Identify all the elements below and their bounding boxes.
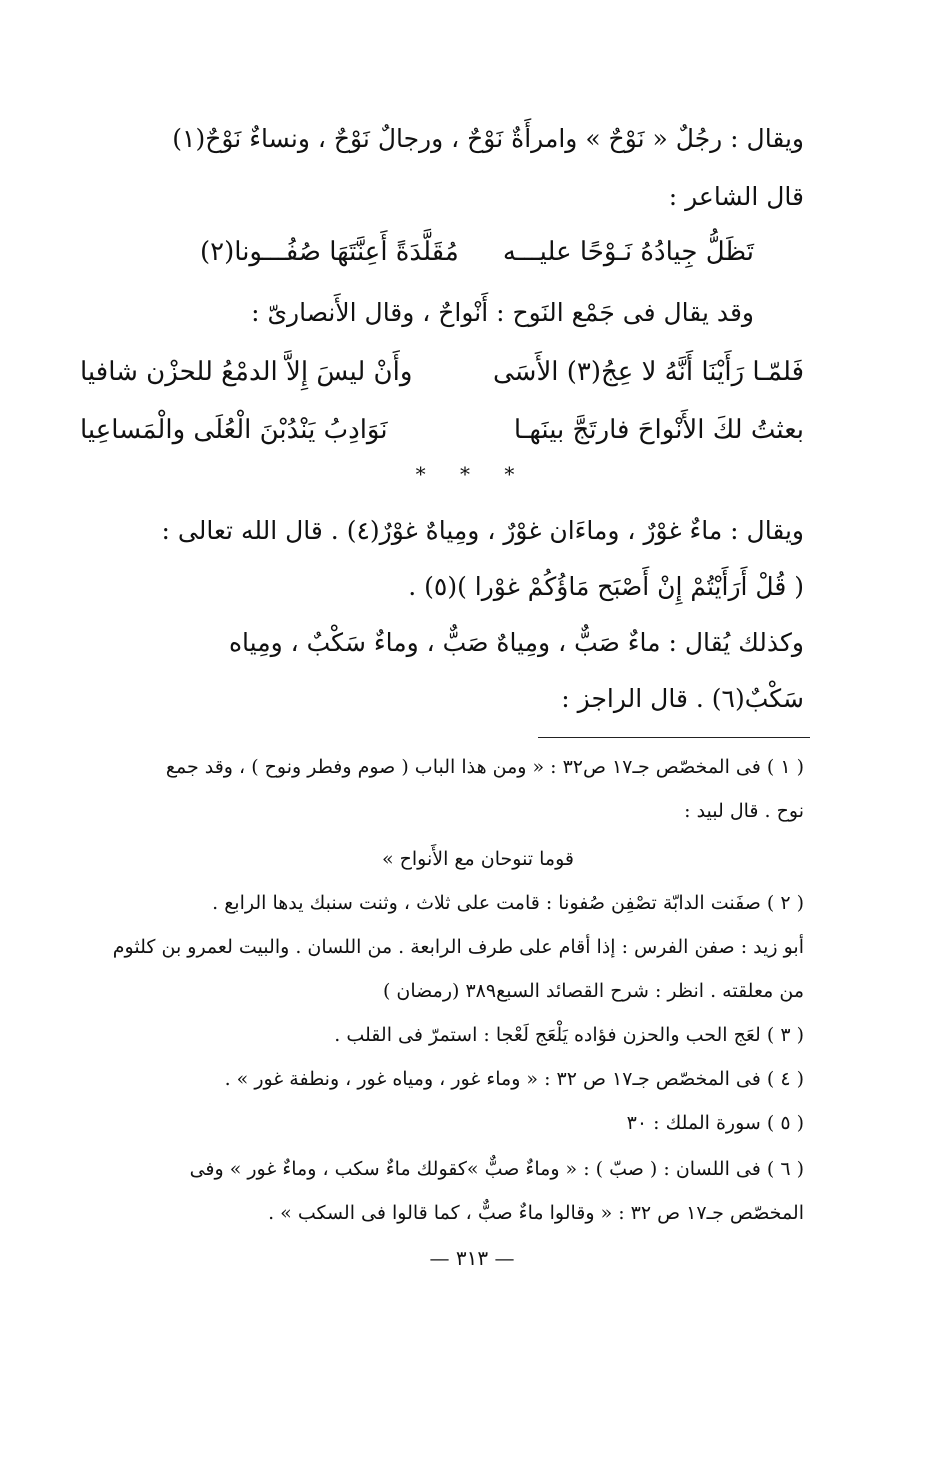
text-line-7: سَكْبٌ(٦) . قال الراجز :	[561, 684, 804, 713]
footnote-6: ( ٦ ) فى اللسان : ( صبّ ) : « وماءٌ صبٌّ »كقولك ماءٌ سكب ، وماءٌ غور » وفى	[189, 1158, 804, 1180]
footnote-1: ( ١ ) فى المخصّص جـ١٧ ص٣٢ : « ومن هذا الباب ( صوم وفطر ونوح ) ، وقد جمع	[165, 756, 804, 778]
verse-2-first-hemistich: فَلمّـا رَأَيْنَا أَنَّهُ لا عِجُ(٣) الأَسَى	[492, 357, 804, 387]
footnote-1-quote: قوما تنوحان مع الأَنواح »	[381, 848, 574, 870]
footnote-2-cont-b: من معلقته . انظر : شرح القصائد السبع٣٨٩ (رمضان )	[382, 980, 804, 1002]
verse-1-second-hemistich: مُقَلَّدَةً أَعِنَّتَهَا صُفُـــونا(٢)	[200, 237, 459, 267]
verse-3-second-hemistich: نَوَادِبُ يَنْدُبْنَ الْعُلَى والْمَساعِيا	[80, 415, 388, 445]
verse-3-first-hemistich: بعثتُ لكَ الأَنْواحَ فارتَجَّ بينَهـا	[513, 415, 804, 445]
text-line-4: ويقال : ماءٌ غوْرٌ ، وماءَان غوْرٌ ، ومِياهٌ غوْرٌ(٤) . قال الله تعالى :	[161, 516, 804, 545]
text-line-6: وكذلك يُقال : ماءٌ صَبٌّ ، ومِياهٌ صَبٌّ ، وماءٌ سَكْبٌ ، ومِياه	[228, 628, 804, 657]
verse-2-second-hemistich: وأَنْ ليسَ إِلاَّ الدمْعُ للحزْن شافيا	[80, 357, 413, 387]
footnote-divider	[538, 737, 810, 738]
footnote-1-cont: نوح . قال لبيد :	[684, 800, 804, 822]
text-line-5: ( قُلْ أَرَأَيْتُمْ إِنْ أَصْبَح مَاؤُكُمْ غوْرا )(٥) .	[408, 572, 804, 601]
footnote-4: ( ٤ ) فى المخصّص جـ١٧ ص ٣٢ : « وماء غور ، ومياه غور ، ونطفة غور » .	[224, 1068, 804, 1090]
footnote-2-cont-a: أبو زيد : صفن الفرس : إذا أقام على طرف الرابعة . من اللسان . والبيت لعمرو بن كلثوم	[112, 936, 804, 958]
text-line-3: وقد يقال فى جَمْع النَوح : أَنْواحٌ ، وقال الأَنصارىّ :	[251, 298, 754, 327]
section-separator: * * *	[415, 462, 529, 486]
text-line-1: ويقال : رجُلٌ « نَوْحٌ » وامرأَةٌ نَوْحٌ ، ورجالٌ نَوْحٌ ، ونساءٌ نَوْحٌ(١)	[172, 124, 804, 153]
text-line-2: قال الشاعر :	[668, 182, 804, 211]
page-number: — ٣١٣ —	[429, 1246, 515, 1270]
footnote-5: ( ٥ ) سورة الملك : ٣٠	[626, 1112, 804, 1134]
verse-1-first-hemistich: تَظَلُّ جِيادُهُ نَـوْحًا عليـــه	[502, 237, 754, 267]
footnote-3: ( ٣ ) لعَج الحب والحزن فؤاده يَلْعَج لَعْجا : استمرّ فى القلب .	[334, 1024, 804, 1046]
footnote-2: ( ٢ ) صفَنت الدابّة تصْفِن صُفونا : قامت على ثلاث ، وثنت سنبك يدها الرابع .	[212, 892, 804, 914]
footnote-6-cont: المخصّص جـ١٧ ص ٣٢ : « وقالوا ماءٌ صبٌّ ، كما قالوا فى السكب » .	[268, 1202, 804, 1224]
